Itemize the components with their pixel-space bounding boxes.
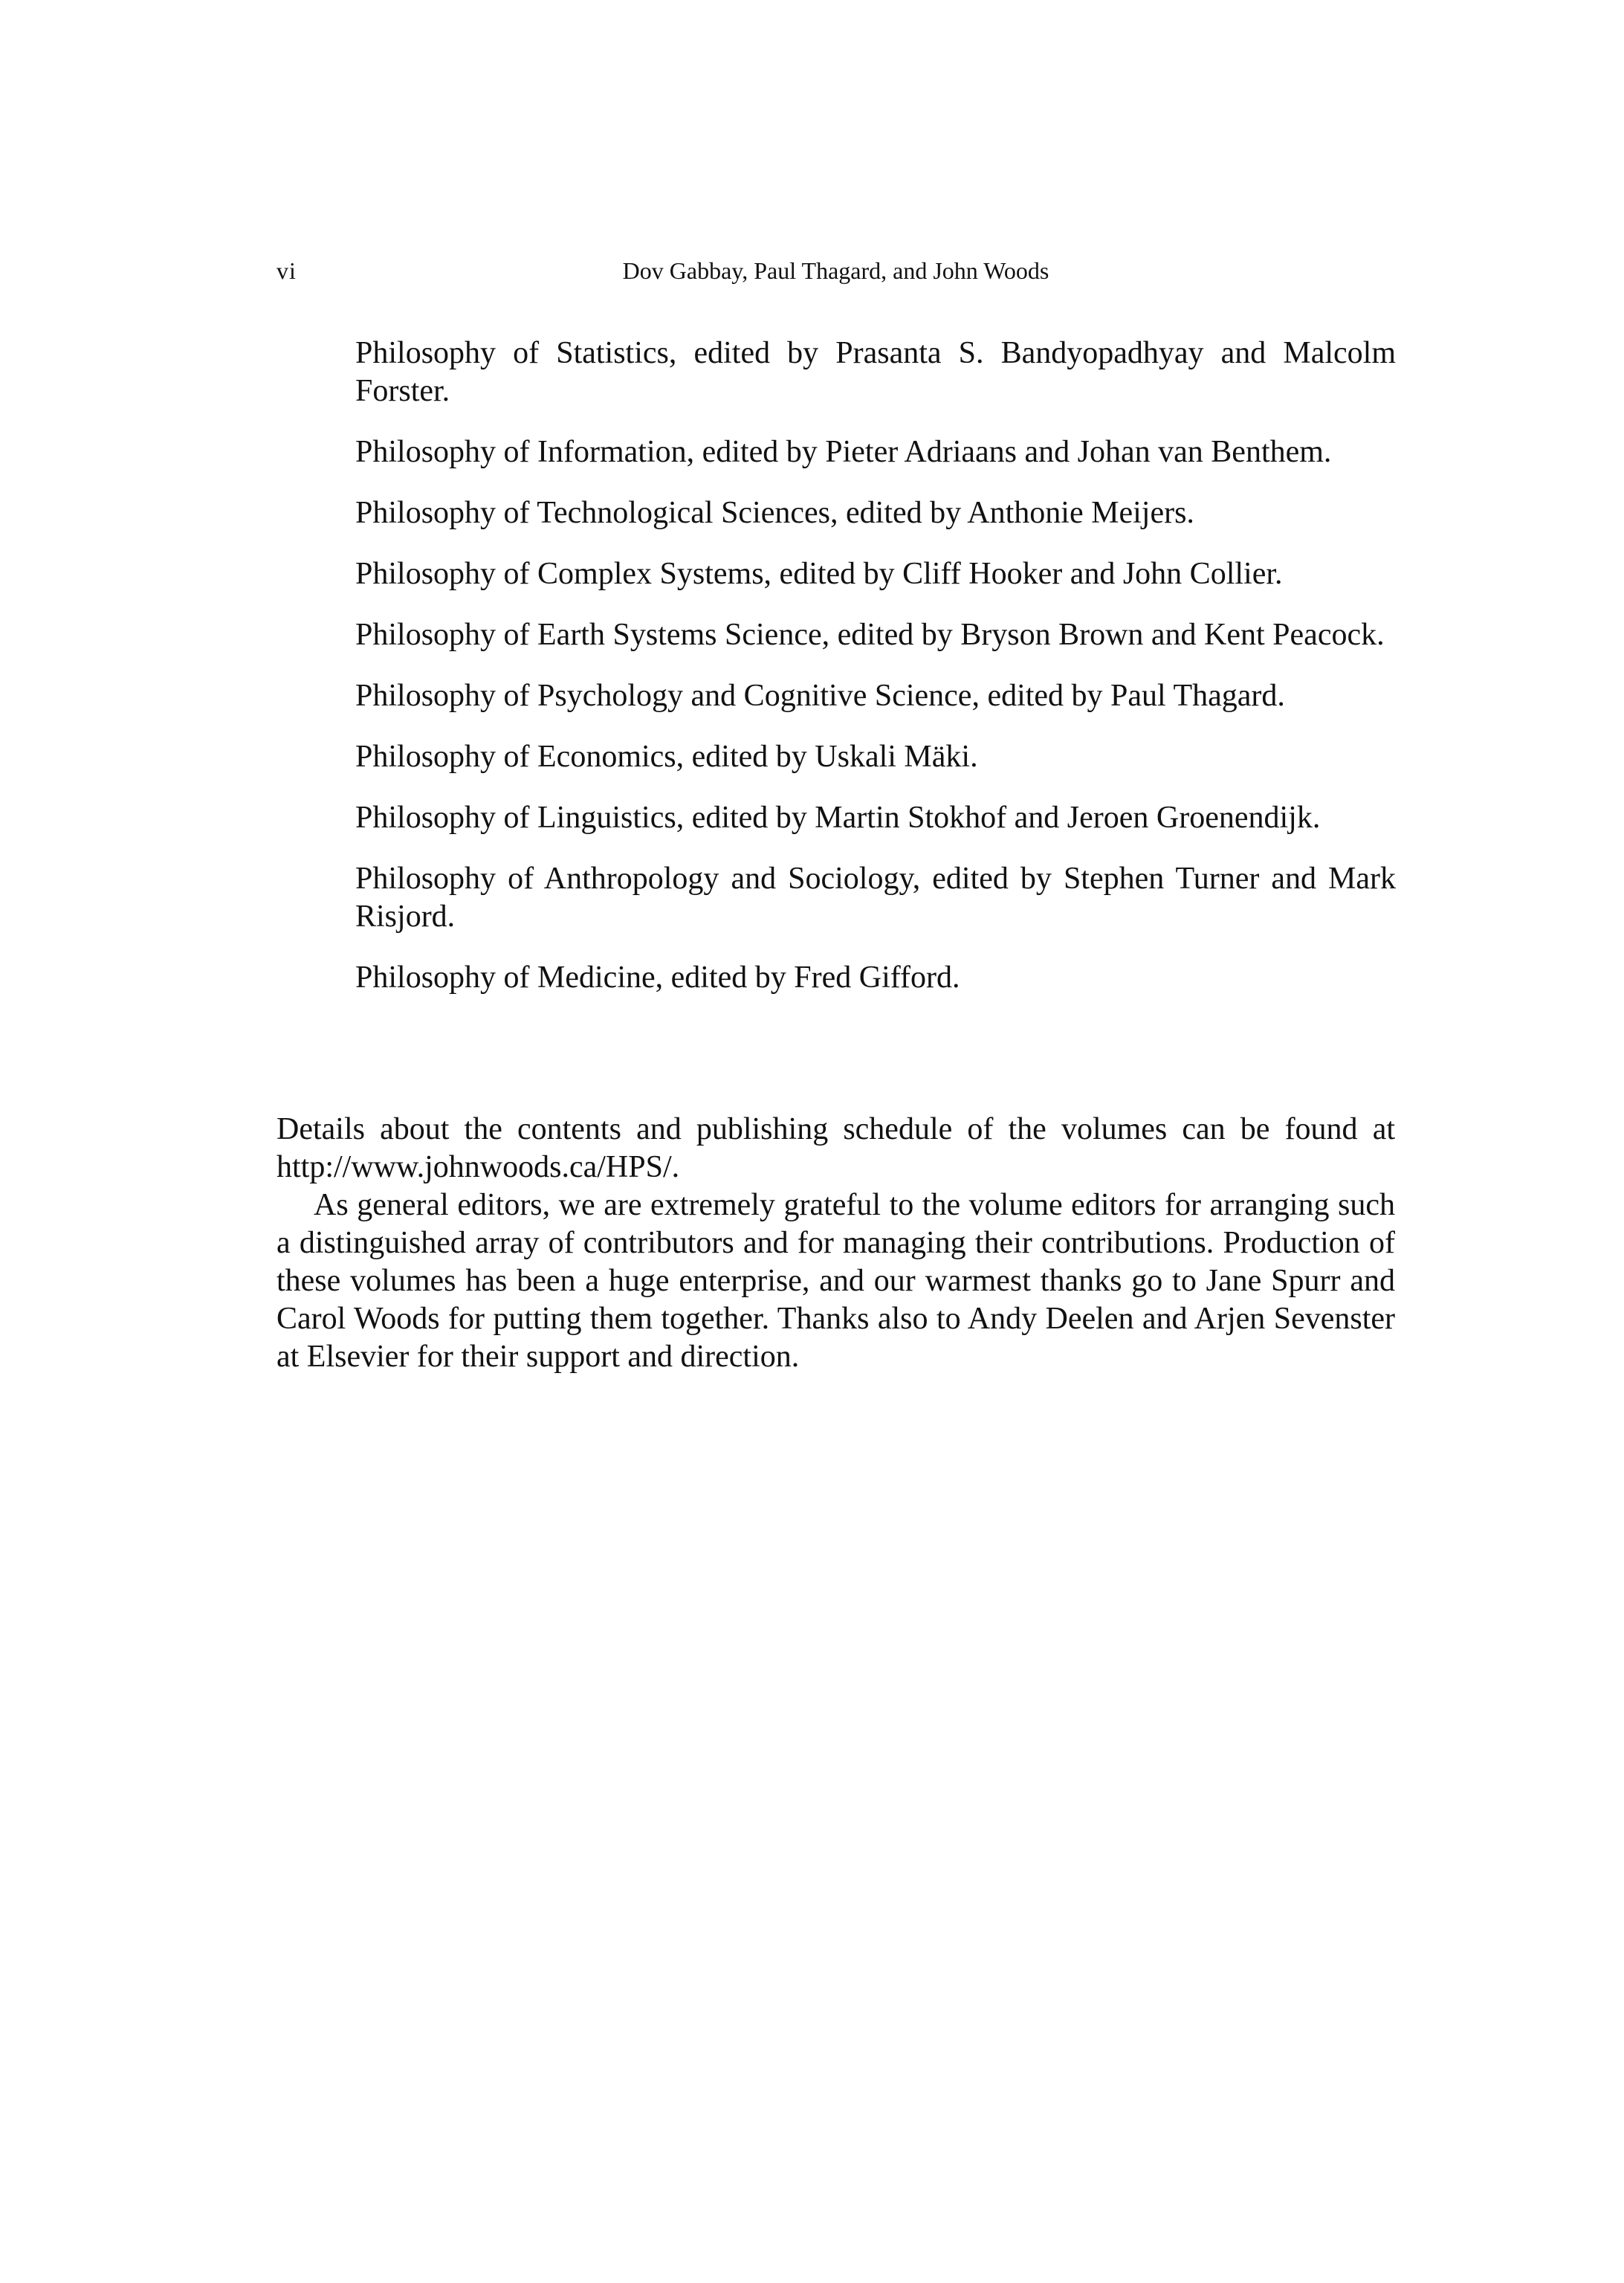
page-number: vi xyxy=(276,257,297,284)
volume-entry-economics: Philosophy of Economics, edited by Uskali Mäki. xyxy=(355,740,978,774)
running-head xyxy=(276,253,1395,288)
volume-entry-complex-systems: Philosophy of Complex Systems, edited by Cliff Hooker and John Collier. xyxy=(355,557,1283,591)
details-paragraph: Details about the contents and publishing schedule of the volumes can be found at http://www.johnwoods.ca/HPS/. xyxy=(276,1112,1395,1184)
volume-entry-psychology-cognitive-science: Philosophy of Psychology and Cognitive Science, edited by Paul Thagard. xyxy=(355,679,1285,713)
running-title: Dov Gabbay, Paul Thagard, and John Woods xyxy=(622,257,1049,284)
volume-entry-earth-systems-science: Philosophy of Earth Systems Science, edited by Bryson Brown and Kent Peacock. xyxy=(355,618,1385,652)
volume-list xyxy=(355,335,1396,1020)
volume-entry-anthropology-sociology: Philosophy of Anthropology and Sociology, edited by Stephen Turner and Mark Risjord. xyxy=(355,862,1396,934)
acknowledgements-paragraph: As general editors, we are extremely grateful to the volume editors for arranging such a distinguished array of contributors and for managing their contributions. Production of these volumes has been a huge enterprise, and our warmest thanks go to Jane Spurr and Carol Woods for putting them together. Thanks also to Andy Deelen and Arjen Sevenster at Elsevier for their support and direction. xyxy=(276,1188,1395,1374)
volume-entry-statistics: Philosophy of Statistics, edited by Prasanta S. Bandyopadhyay and Malcolm Forster. xyxy=(355,336,1396,408)
volume-entry-medicine: Philosophy of Medicine, edited by Fred Gifford. xyxy=(355,960,960,995)
body-text xyxy=(276,1111,1395,1376)
volume-entry-linguistics: Philosophy of Linguistics, edited by Martin Stokhof and Jeroen Groenendijk. xyxy=(355,801,1321,835)
volume-entry-technological-sciences: Philosophy of Technological Sciences, edited by Anthonie Meijers. xyxy=(355,496,1194,530)
volume-entry-information: Philosophy of Information, edited by Pieter Adriaans and Johan van Benthem. xyxy=(355,435,1332,469)
